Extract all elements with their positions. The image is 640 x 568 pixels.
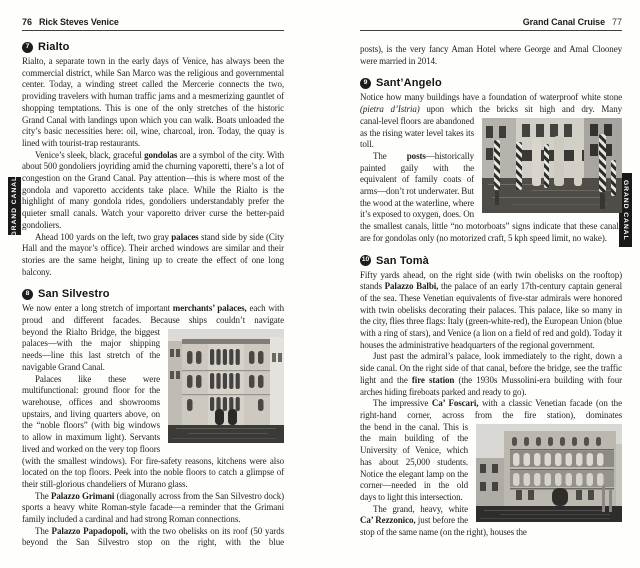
body-paragraph: Rialto, a separate town in the early days of Venice, has always been the commercial district, while San Marco was the religious and governmental center. Today, a winding street called the Mercerie connects the two, providing travelers with human traffic jams and a mesmerizing gauntlet of shopping temptations. This is one of the only stretches of the historic Grand Canal with landings upon which you can walk. Boats unloaded the city’s basic necessities here: oil, wine, charcoal, iron. Today, the quay is lined with tourist-trap restaurants. [22, 56, 284, 148]
section-title: San Silvestro [38, 288, 110, 301]
chapter-title: Grand Canal Cruise [522, 17, 605, 27]
running-head-right [360, 0, 622, 31]
section-number-badge: 7 [22, 42, 33, 53]
section-number-badge: 9 [360, 78, 371, 89]
section-title: San Tomà [376, 254, 429, 267]
body-paragraph: Notice how many buildings have a foundation of waterproof white stone (pietra d’Istria) upon which the bricks sit high and dry. Many [360, 92, 622, 115]
section-heading-rialto [22, 41, 284, 53]
body-paragraph: Fifty yards ahead, on the right side (with twin obelisks on the rooftop) stands Palazzo Balbi, the palace of an early 17th-century captain general of the sea. These Venetian equivalents of five-star admirals were honored with twin obelisks decorating their palaces. This palace, like so many in the city, flies three flags: Italy (green-white-red), the European Union (blue with a ring of stars), and Venice (a lion on a field of red and gold). Today it houses the administrative headquarters of the regional government. [360, 269, 623, 350]
section-heading-sant-angelo [360, 77, 622, 89]
canal-posts-photo [482, 118, 622, 213]
section-number-badge: 10 [360, 255, 371, 266]
ca-foscari-photo [476, 424, 622, 522]
body-paragraph: canal-level floors are abandoned as the rising water level takes its toll. [360, 115, 474, 150]
body-paragraph: Palaces like these were multifunctional: ground floor for the warehouse, offices and showrooms upstairs, and living quarters above, on the “noble floors” (with big windows to allow in maximum light). Servants lived and worked on the very top floors (with the smallest windows). For fire-safety reasons, kitchens were also located on the top floors. Peek into the noble floors to catch a glimpse of their still-glorious chandeliers of Murano glass. [22, 373, 284, 489]
section-title: Sant’Angelo [376, 77, 442, 90]
merchant-palace-illustration [168, 329, 284, 443]
striped-mooring-posts-illustration [482, 118, 622, 213]
side-tab-grand-canal-left [8, 177, 21, 235]
body-paragraph: beyond the Rialto Bridge, the biggest palaces—with the major shipping needs—line this last stretch of the navigable Grand Canal. [22, 326, 160, 372]
body-paragraph: the bend in the canal. This is the main building of the University of Venice, which has about 25,000 students. Notice the elegant lamp on the corner—needed in the old days to light this intersection. [360, 421, 468, 502]
side-tab-label: GRAND CANAL [622, 179, 629, 241]
body-paragraph: The posts—historically painted gaily with the equivalent of family coats of arms—don’t rot underwater. But the wood at the waterline, where it’s exposed to oxygen, does. On the smallest canals, little “no motorboats” signs indicate that these canals are for gondolas only (no motorized craft, 5 kph speed limit, no wake). [360, 150, 622, 243]
body-paragraph: The Palazzo Papadopoli, with the two obelisks on its roof (50 yards beyond the San Silvestro stop on the right, with the blue [22, 525, 284, 548]
body-paragraph: We now enter a long stretch of important merchants’ palaces, each with proud and different facades. Because ships couldn’t navigate [22, 303, 284, 326]
body-paragraph: Ahead 100 yards on the left, two gray palaces stand side by side (City Hall and the mayor’s office). Their arched windows are similar and their stories are the same height, lining up to create the effect of one long balcony. [22, 231, 284, 277]
page-77 [360, 0, 622, 539]
ca-foscari-illustration [476, 424, 622, 522]
running-head-left [22, 0, 284, 31]
body-paragraph: The impressive Ca’ Foscari, with a classic Venetian facade (on the right-hand corner, across from the fire station), dominates [360, 398, 622, 420]
body-paragraph: The grand, heavy, white Ca’ Rezzonico, just before the stop of the same name (on the right), houses the [360, 503, 527, 538]
book-title: Rick Steves Venice [39, 17, 119, 27]
section-heading-san-toma [360, 255, 622, 267]
body-paragraph: The Palazzo Grimani (diagonally across from the San Silvestro dock) sports a heavy white Roman-style facade—a reminder that the Grimani family included a cardinal and had strong Roman connections. [22, 490, 284, 525]
section-heading-san-silvestro [22, 288, 284, 300]
page-76 [22, 0, 284, 549]
merchant-palace-photo [168, 329, 284, 443]
body-paragraph-continuation: posts), is the very fancy Aman Hotel where George and Amal Clooney were married in 2014. [360, 44, 622, 66]
side-tab-label: GRAND CANAL [11, 175, 18, 237]
body-paragraph: Just past the admiral’s palace, look immediately to the right, down a side canal. On the right side of that canal, before the bridge, see the traffic light and the fire station (the 1930s Mussolini-era building with four arches hiding fireboats parked and ready to go). [360, 351, 623, 397]
section-title: Rialto [38, 41, 70, 53]
page-number: 76 [22, 17, 33, 27]
section-number-badge: 8 [22, 289, 33, 300]
body-paragraph: Venice’s sleek, black, graceful gondolas are a symbol of the city. With about 500 gondoliers joyriding amid the churning vaporetti, there’s a lot of congestion on the Grand Canal. Pay attention—this is where most of the gondola and vaporetto accidents take place. While the Rialto is the highlight of many gondola rides, gondoliers understandably prefer the quieter small canals. Watch your vaporetto driver curse the better-paid gondoliers. [22, 149, 284, 230]
page-number: 77 [611, 17, 622, 27]
